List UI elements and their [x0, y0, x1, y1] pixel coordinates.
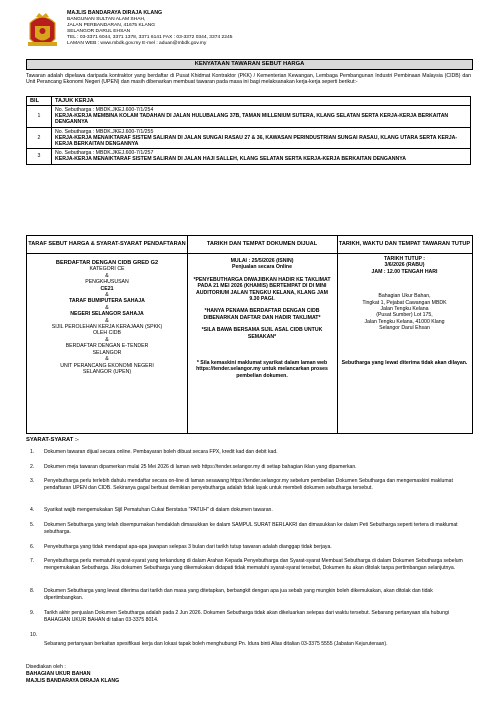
- notice-title: KENYATAAN TAWARAN SEBUT HARGA: [194, 61, 305, 67]
- details-grid: [26, 235, 473, 434]
- reg-selangor: NEGERI SELANGOR SAHAJA: [70, 311, 144, 318]
- table-header-row: [27, 97, 471, 106]
- reg-etender: BERDAFTAR DENGAN E-TENDER: [65, 343, 149, 350]
- department-name: BAHAGIAN UKUR BAHAN: [26, 671, 91, 678]
- row-number: 1: [27, 106, 52, 128]
- reg-specialization-label: PENGKHUSUSAN: [85, 279, 129, 286]
- amp: &: [105, 336, 109, 343]
- notice-title-bar: [26, 59, 473, 70]
- org-name: MAJLIS BANDARAYA DIRAJA KLANG: [67, 10, 163, 16]
- term-text: Dokumen Sebutharga yang telah disempurnakan hendaklah dimasukkan ke dalam SAMPUL SURAT BERLAKRI dan dimasukkan ke dalam Peti Sebutharga seperti tertera di maklumat sebutharga.: [44, 522, 458, 535]
- reg-upen: UNIT PERANCANG EKONOMI NEGERI: [60, 362, 154, 369]
- amp: &: [105, 292, 109, 299]
- row-content: [52, 127, 471, 149]
- registration-column: [27, 236, 188, 433]
- term-number: 10.: [30, 632, 38, 638]
- term-text: Tarikh akhir penjualan Dokumen Sebutharga adalah pada 2 Jun 2026. Dokumen Sebutharga tidak akan dikeluarkan selepas dari waktu tersebut. Sebarang pertanyaan sila hubungi BAHAGIAN UKUR BAHAN di talian 03-3375 8014.: [44, 610, 449, 623]
- table-row: [27, 127, 471, 149]
- col-header-bil: BIL: [27, 97, 52, 106]
- address-line: Tingkat 1, Pejabat Cawangan MBDK: [362, 299, 447, 306]
- amp: &: [105, 272, 109, 279]
- closing-date: 3/6/2026 (RABU): [384, 262, 425, 269]
- cidb-only-notice: *HANYA PENAMA BERDAFTAR DENGAN CIDB DIBENARKAN DAFTAR DAN HADIR TAKLIMAT*: [203, 308, 321, 321]
- term-text: Dokumen tawaran dijual secara online. Pembayaran boleh dibuat secara FPX, kredit kad dan debit kad.: [44, 449, 278, 455]
- table-row: [27, 149, 471, 164]
- update-profile-notice: * Sila kemaskini maklumat syarikat dalam laman web https://tender.selangor.my untuk melancarkan proses pembelian dokumen.: [196, 360, 328, 379]
- address-line: (Pusat Sumber) Lot 175,: [376, 312, 433, 319]
- reg-specialization: CE21: [100, 285, 114, 292]
- row-number: 2: [27, 127, 52, 149]
- address-line: Selangor Darul Ehsan: [379, 325, 430, 332]
- term-number: 1.: [30, 449, 35, 455]
- closing-label: TARIKH TUTUP :: [383, 256, 425, 262]
- amp: &: [105, 304, 109, 311]
- registration-header: TARAF SEBUT HARGA & SYARAT-SYARAT PENDAFTARAN: [27, 236, 187, 254]
- address-line: BANGUNAN SULTAN ALAM SHAH,: [67, 16, 146, 22]
- work-title: KERJA-KERJA MENAIKTARAF SISTEM SALIRAN DI JALAN SUNGAI RASAU 27 & 36, KAWASAN PERINDUSTRIAN SUNGAI RASAU, KLANG UTARA SERTA KERJA-KERJA BERKAITAN DENGANNYA: [55, 134, 458, 148]
- term-number: 6.: [30, 544, 35, 550]
- briefing-notice: *PENYEBUTHARGA DIWAJIBKAN HADIR KE TAKLIMAT PADA 21 MEI 2026 (KHAMIS) BERTEMPAT DI DI MINI AUDITORIUM JALAN TENGKU KELANA, KLANG JAM 9.30 PAGI.: [193, 276, 331, 303]
- term-number: 3.: [30, 478, 35, 484]
- sale-header: TARIKH DAN TEMPAT DOKUMEN DIJUAL: [187, 236, 337, 254]
- web-line: LAMAN WEB : www.mbdk.gov.my E-mel : aduan@mbdk.gov.my: [67, 40, 207, 46]
- letterhead: [67, 11, 367, 46]
- address-line: Jalan Tengku Kelana: [380, 306, 429, 313]
- term-number: 5.: [30, 522, 35, 528]
- row-content: [52, 149, 471, 164]
- closing-body: [337, 254, 472, 366]
- address-line: JALAN PERBANDARAN, 41675 KLANG: [67, 22, 156, 28]
- term-number: 9.: [30, 610, 35, 616]
- term-number: 4.: [30, 507, 35, 513]
- footer-org-name: MAJLIS BANDARAYA DIRAJA KLANG: [26, 677, 120, 684]
- closing-time: JAM : 12.00 TENGAH HARI: [371, 268, 438, 275]
- address-line: SELANGOR DARUL EHSAN: [67, 28, 131, 34]
- term-text: Syarikat wajib mengemukakan Sijil Pematuhan Cukai Berstatus "PATUH" di dalam dokumen tawaran.: [44, 507, 273, 513]
- work-title: KERJA-KERJA MEMBINA KOLAM TADAHAN DI JALAN HULUBALANG 37B, TAMAN MILLENIUM SUTERA, KLANG SELATAN SERTA KERJA-KERJA BERKAITAN DENGANNYA: [55, 113, 449, 126]
- term-number: 2.: [30, 464, 35, 470]
- reg-upen-state: SELANGOR (UPEN): [82, 368, 132, 375]
- reg-spkk-by: OLEH CIDB: [93, 330, 121, 337]
- term-text: Penyebutharga perlu terlebih dahulu mendaftar secara on-line di laman sesawang https://tender.selangor.my sebelum pembelian Dokumen Sebutharga dan mengemaskini maklumat pendaftaran UPEN dan CIDB. Sekiranya gagal berbuat demikian penyebutharga adalah tidak layak untuk membeli dokumen sebutharga tersebut.: [44, 478, 453, 491]
- term-text: Sebarang pertanyaan berkaitan spesifikasi kerja dan lokasi tapak boleh menghubungi Pn. Idura binti Alias ditalian 03-3375 5555 (Jabatan Kejuruteraan).: [44, 641, 388, 647]
- ref-number: No. Sebutharga : MBDK.JKEJ.600-7/1/255: [55, 128, 154, 135]
- registration-body: [27, 254, 187, 375]
- row-number: 3: [27, 149, 52, 164]
- reg-etender-state: SELANGOR: [92, 349, 122, 356]
- reg-spkk: SIJIL PEROLEHAN KERJA KERAJAAN (SPKK): [51, 324, 163, 331]
- term-text: Penyebutharga perlu mematuhi syarat-syarat yang terkandung di dalam Arahan Kepada Penyebutharga dan Syarat-syarat Membuat Sebutharga di dalam Dokumen Sebutharga sebelum mengemukakan Sebutharga. Jika dokumen Sebutharga yang dikemukakan didapati tidak mematuhi syarat-syarat tersebut, Dokumen itu akan ditolak tanpa pertimbangan selanjutnya.: [44, 558, 463, 571]
- intro-paragraph: Tawaran adalah dipelawa daripada kontraktor yang berdaftar di Pusat Khidmat Kontraktor (PKK) / Kementerian Kewangan, Lembaga Pembangunan Industri Pembinaan Malaysia (CIDB) dan Unit Perancang Ekonomi Negeri (UPEN) dan masih dibenarkan membuat tawaran pada masa ini bagi melaksanakan kerja-kerja seperti berikut:-: [26, 73, 471, 86]
- closing-column: [337, 236, 472, 433]
- address-line: Bahagian Ukur Bahan,: [378, 293, 431, 300]
- amp: &: [105, 317, 109, 324]
- council-crest-logo: [26, 9, 59, 52]
- term-number: 7.: [30, 558, 35, 564]
- closing-header: TARIKH, WAKTU DAN TEMPAT TAWARAN TUTUP: [337, 236, 472, 254]
- reg-bumiputera: TARAF BUMIPUTERA SAHAJA: [69, 298, 145, 305]
- closing-address: [341, 293, 468, 331]
- sale-start-date: MULAI : 25/5/2026 (ISNIN): [230, 258, 294, 264]
- prepared-by: [26, 664, 119, 684]
- work-title: KERJA-KERJA MENAIKTARAF SISTEM SALIRAN DI JALAN HAJI SALLEH, KLANG SELATAN SERTA KERJA-KERJA BERKAITAN DENGANNYA: [55, 156, 406, 163]
- terms-title: SYARAT-SYARAT :-: [26, 437, 79, 443]
- term-number: 8.: [30, 588, 35, 594]
- sale-method: Penjualan secara Online: [232, 264, 292, 271]
- sale-body: [187, 254, 337, 379]
- reg-cidb-grade: BERDAFTAR DENGAN CIDB GRED G2: [55, 260, 159, 266]
- col-header-tajuk: TAJUK KERJA: [52, 97, 471, 106]
- amp: &: [105, 356, 109, 363]
- contact-line: TEL : 03-3371 6044, 3371 1378, 3371 6141 FAX : 03-3372 0344, 3374 2245: [67, 34, 233, 40]
- ref-number: No. Sebutharga : MBDK.JKEJ.600-7/1/254: [55, 107, 154, 113]
- prepared-label: Disediakan oleh :: [26, 664, 66, 670]
- tender-table: [26, 96, 471, 165]
- address-line: Jalan Tengku Kelana, 41000 Klang: [364, 318, 445, 325]
- row-content: [52, 106, 471, 128]
- reg-category: KATEGORI CE: [89, 266, 125, 273]
- sale-column: [187, 236, 338, 433]
- term-text: Penyebutharga yang tidak mendapat apa-apa jawapan selepas 3 bulan dari tarikh tutup tawaran adalah dianggap tidak berjaya.: [44, 544, 332, 550]
- ref-number: No. Sebutharga : MBDK.JKEJ.600-7/1/257: [55, 150, 154, 157]
- bring-cert-notice: *SILA BAWA BERSAMA SIJIL ASAL CIDB UNTUK SEMAKAN*: [201, 327, 323, 340]
- late-submission-notice: Sebutharga yang lewat diterima tidak akan dilayan.: [341, 359, 468, 366]
- table-row: [27, 106, 471, 128]
- term-text: Dokumen meja tawaran dipamerkan mulai 25 Mei 2026 di laman web https://tender.selangor.my di setiap bahagian iklan yang dipamerkan.: [44, 464, 357, 470]
- term-text: Dokumen Sebutharga yang lewat diterima dari tarikh dan masa yang ditetapkan, berbangkit dengan apa jua sebab yang mungkin boleh dikemukakan, akan ditolak dan tidak dipertimbangkan.: [44, 588, 433, 601]
